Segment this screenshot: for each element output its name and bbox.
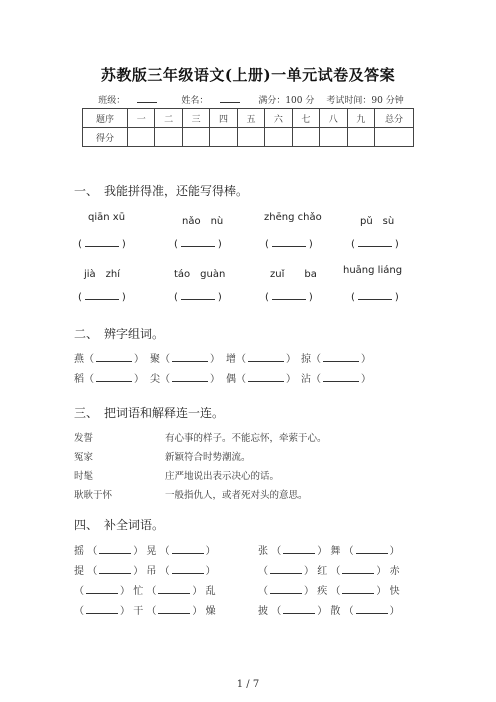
word-group[interactable]: 稻（ ） — [74, 374, 144, 385]
score-input-cell[interactable] — [375, 128, 414, 147]
exam-meta — [0, 93, 496, 106]
match-definition[interactable]: 庄严地说出表示决心的话。 — [165, 471, 280, 482]
score-input-cell[interactable] — [182, 128, 209, 147]
pinyin: zhēng chǎo — [264, 212, 322, 223]
word-group[interactable]: 偶（ ） — [226, 374, 296, 385]
page-number: 1 / 7 — [236, 679, 260, 690]
table-cell: 一 — [128, 109, 155, 128]
table-cell: 总分 — [375, 109, 414, 128]
match-term[interactable]: 时髦 — [74, 471, 94, 482]
word-group[interactable]: 燕（ ） — [74, 354, 144, 365]
table-cell: 得分 — [83, 128, 128, 147]
word-group[interactable]: 沾（ ） — [301, 374, 371, 385]
answer-blank[interactable]: ( ) — [174, 239, 222, 250]
pinyin: zuǐ ba — [270, 269, 317, 280]
table-cell: 九 — [347, 109, 375, 128]
score-input-cell[interactable] — [292, 128, 319, 147]
table-cell: 四 — [210, 109, 237, 128]
score-value-row — [83, 128, 414, 147]
pinyin: pǔ sù — [360, 216, 395, 227]
match-definition[interactable]: 一般指仇人，或者死对头的意思。 — [165, 490, 308, 501]
score-input-cell[interactable] — [265, 128, 292, 147]
pinyin: huāng liáng — [343, 265, 403, 276]
match-term[interactable]: 冤家 — [74, 452, 94, 463]
answer-blank[interactable]: ( ) — [265, 292, 313, 303]
match-term[interactable]: 耿耿于怀 — [74, 490, 113, 501]
answer-blank[interactable]: ( ) — [265, 239, 313, 250]
pinyin: táo guàn — [174, 269, 226, 280]
idiom-fill[interactable]: 提 （ ） 吊 （ ） — [74, 566, 216, 577]
page-title: 苏教版三年级语文(上册)一单元试卷及答案 — [100, 66, 396, 84]
idiom-fill[interactable]: 张 （ ） 舞 （ ） — [258, 546, 400, 557]
answer-blank[interactable]: ( ) — [78, 239, 126, 250]
section-3-heading: 三、 把词语和解释连一连。 — [74, 406, 225, 420]
answer-blank[interactable]: ( ) — [351, 239, 399, 250]
score-input-cell[interactable] — [237, 128, 264, 147]
idiom-fill[interactable]: （ ） 疾 （ ） 快 — [258, 586, 400, 597]
table-cell: 六 — [265, 109, 292, 128]
score-table — [82, 108, 414, 147]
table-cell: 三 — [182, 109, 209, 128]
score-input-cell[interactable] — [347, 128, 375, 147]
pinyin: jià zhí — [84, 269, 121, 280]
table-cell: 五 — [237, 109, 264, 128]
table-cell: 二 — [155, 109, 182, 128]
section-1-heading: 一、 我能拼得准，还能写得棒。 — [74, 184, 249, 198]
idiom-fill[interactable]: 摇 （ ） 晃 （ ） — [74, 546, 216, 557]
pinyin: qiān xū — [88, 212, 126, 223]
idiom-fill[interactable]: （ ） 忙 （ ） 乱 — [74, 586, 216, 597]
word-group[interactable]: 尖（ ） — [150, 374, 220, 385]
score-input-cell[interactable] — [128, 128, 155, 147]
answer-blank[interactable]: ( ) — [351, 292, 399, 303]
section-4-heading: 四、 补全词语。 — [74, 518, 165, 532]
pinyin: nǎo nù — [182, 216, 224, 227]
match-definition[interactable]: 新颖符合时势潮流。 — [165, 452, 251, 463]
section-2-heading: 二、 辨字组词。 — [74, 327, 165, 341]
score-input-cell[interactable] — [155, 128, 182, 147]
answer-blank[interactable]: ( ) — [78, 292, 126, 303]
name-field: 姓名： — [175, 96, 246, 106]
idiom-fill[interactable]: （ ） 干 （ ） 燥 — [74, 606, 216, 617]
table-cell: 七 — [292, 109, 319, 128]
idiom-fill[interactable]: （ ） 红 （ ） 赤 — [258, 566, 400, 577]
score-header-row — [83, 109, 414, 128]
table-cell: 八 — [320, 109, 347, 128]
word-group[interactable]: 掠（ ） — [301, 354, 371, 365]
class-field: 班级： — [92, 96, 163, 106]
score-input-cell[interactable] — [320, 128, 347, 147]
word-group[interactable]: 增（ ） — [226, 354, 296, 365]
exam-time: 考试时间：90 分钟 — [326, 96, 404, 106]
score-input-cell[interactable] — [210, 128, 237, 147]
match-term[interactable]: 发誓 — [74, 433, 94, 444]
word-group[interactable]: 聚（ ） — [150, 354, 220, 365]
full-score: 满分：100 分 — [258, 96, 315, 106]
answer-blank[interactable]: ( ) — [174, 292, 222, 303]
idiom-fill[interactable]: 披 （ ） 散 （ ） — [258, 606, 400, 617]
table-cell: 题序 — [83, 109, 128, 128]
match-definition[interactable]: 有心事的样子。不能忘怀，牵萦于心。 — [165, 433, 327, 444]
